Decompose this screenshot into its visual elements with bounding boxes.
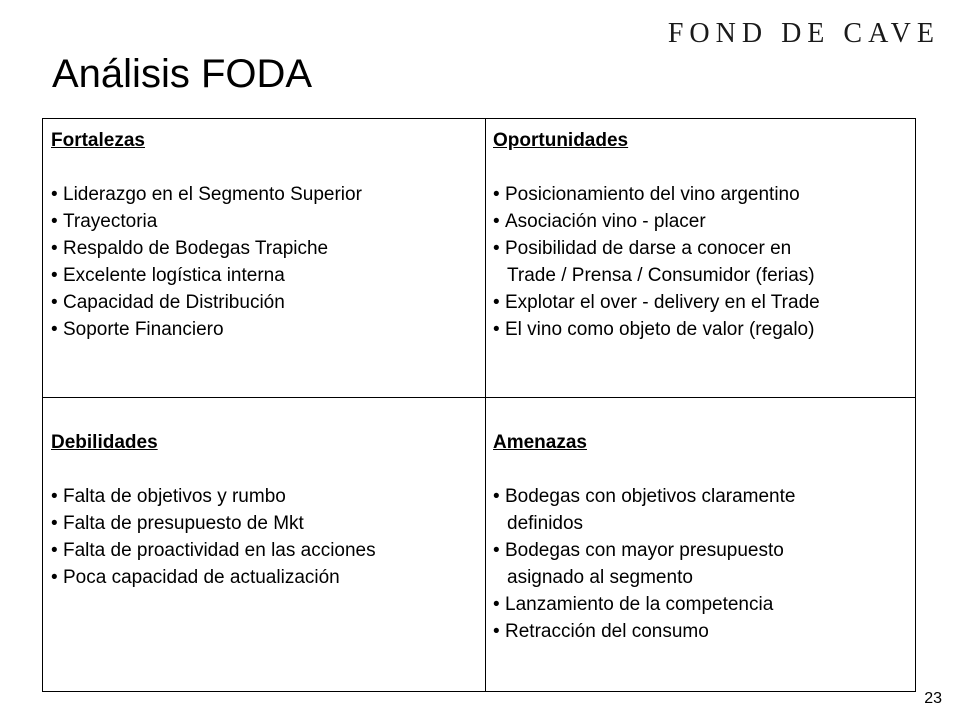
brand-logo: FOND DE CAVE	[667, 18, 940, 49]
bullet-icon: •	[51, 486, 58, 507]
bullet-icon: •	[493, 211, 500, 232]
list-item-text: Asociación vino - placer	[505, 211, 706, 232]
bullet-list	[51, 181, 362, 343]
list-item-text: definidos	[507, 513, 584, 534]
bullet-icon: •	[51, 184, 58, 205]
list-item-text: Falta de proactividad en las acciones	[63, 540, 376, 561]
list-item	[493, 618, 795, 645]
list-item-text: Falta de objetivos y rumbo	[63, 486, 286, 507]
list-item	[51, 289, 362, 316]
list-item	[493, 289, 820, 316]
quadrant-fortalezas	[51, 127, 362, 343]
list-item-text: Trade / Prensa / Consumidor (ferias)	[507, 265, 815, 286]
list-item	[51, 181, 362, 208]
bullet-list	[493, 181, 820, 343]
list-item-text: Falta de presupuesto de Mkt	[63, 513, 304, 534]
quadrant-debilidades	[51, 429, 376, 591]
bullet-list	[51, 483, 376, 591]
bullet-icon: •	[51, 238, 58, 259]
list-item	[493, 591, 795, 618]
list-item-text: Trayectoria	[63, 211, 158, 232]
bullet-icon: •	[493, 486, 500, 507]
list-item	[493, 208, 820, 235]
list-item-text: Poca capacidad de actualización	[63, 567, 340, 588]
list-item-text: Capacidad de Distribución	[63, 292, 285, 313]
bullet-icon: •	[51, 567, 58, 588]
list-item	[493, 235, 820, 262]
list-item-text: Lanzamiento de la competencia	[505, 594, 774, 615]
list-item-text: Bodegas con objetivos claramente	[505, 486, 796, 507]
quadrant-oportunidades	[493, 127, 820, 343]
list-item-continuation	[493, 564, 795, 591]
bullet-icon: •	[51, 319, 58, 340]
list-item	[493, 181, 820, 208]
bullet-icon: •	[493, 292, 500, 313]
bullet-icon: •	[51, 540, 58, 561]
list-item-continuation	[493, 262, 820, 289]
page-number: 23	[924, 690, 942, 707]
list-item	[493, 537, 795, 564]
quadrant-heading: Debilidades	[51, 432, 158, 453]
bullet-icon: •	[51, 292, 58, 313]
bullet-icon: •	[493, 238, 500, 259]
bullet-icon: •	[51, 265, 58, 286]
list-item	[51, 483, 376, 510]
list-item-text: asignado al segmento	[507, 567, 693, 588]
list-item-text: Excelente logística interna	[63, 265, 285, 286]
bullet-icon: •	[493, 594, 500, 615]
list-item	[51, 510, 376, 537]
list-item	[51, 564, 376, 591]
list-item-text: El vino como objeto de valor (regalo)	[505, 319, 815, 340]
list-item	[51, 537, 376, 564]
list-item-text: Posibilidad de darse a conocer en	[505, 238, 792, 259]
quadrant-heading: Oportunidades	[493, 130, 629, 151]
list-item-text: Bodegas con mayor presupuesto	[505, 540, 784, 561]
list-item-text: Posicionamiento del vino argentino	[505, 184, 800, 205]
list-item-text: Liderazgo en el Segmento Superior	[63, 184, 362, 205]
bullet-icon: •	[493, 184, 500, 205]
list-item-text: Retracción del consumo	[505, 621, 709, 642]
quadrant-amenazas	[493, 429, 795, 645]
list-item	[51, 262, 362, 289]
vertical-divider	[485, 119, 486, 691]
list-item-text: Soporte Financiero	[63, 319, 224, 340]
list-item	[493, 483, 795, 510]
list-item-continuation	[493, 510, 795, 537]
quadrant-heading: Amenazas	[493, 432, 587, 453]
quadrant-heading: Fortalezas	[51, 130, 145, 151]
bullet-icon: •	[493, 540, 500, 561]
horizontal-divider	[43, 397, 915, 398]
swot-table	[42, 118, 916, 692]
list-item	[493, 316, 820, 343]
list-item	[51, 316, 362, 343]
list-item	[51, 208, 362, 235]
page-title: Análisis FODA	[52, 52, 313, 96]
bullet-icon: •	[493, 319, 500, 340]
list-item-text: Respaldo de Bodegas Trapiche	[63, 238, 329, 259]
list-item-text: Explotar el over - delivery en el Trade	[505, 292, 820, 313]
bullet-icon: •	[493, 621, 500, 642]
bullet-list	[493, 483, 795, 645]
bullet-icon: •	[51, 513, 58, 534]
bullet-icon: •	[51, 211, 58, 232]
list-item	[51, 235, 362, 262]
